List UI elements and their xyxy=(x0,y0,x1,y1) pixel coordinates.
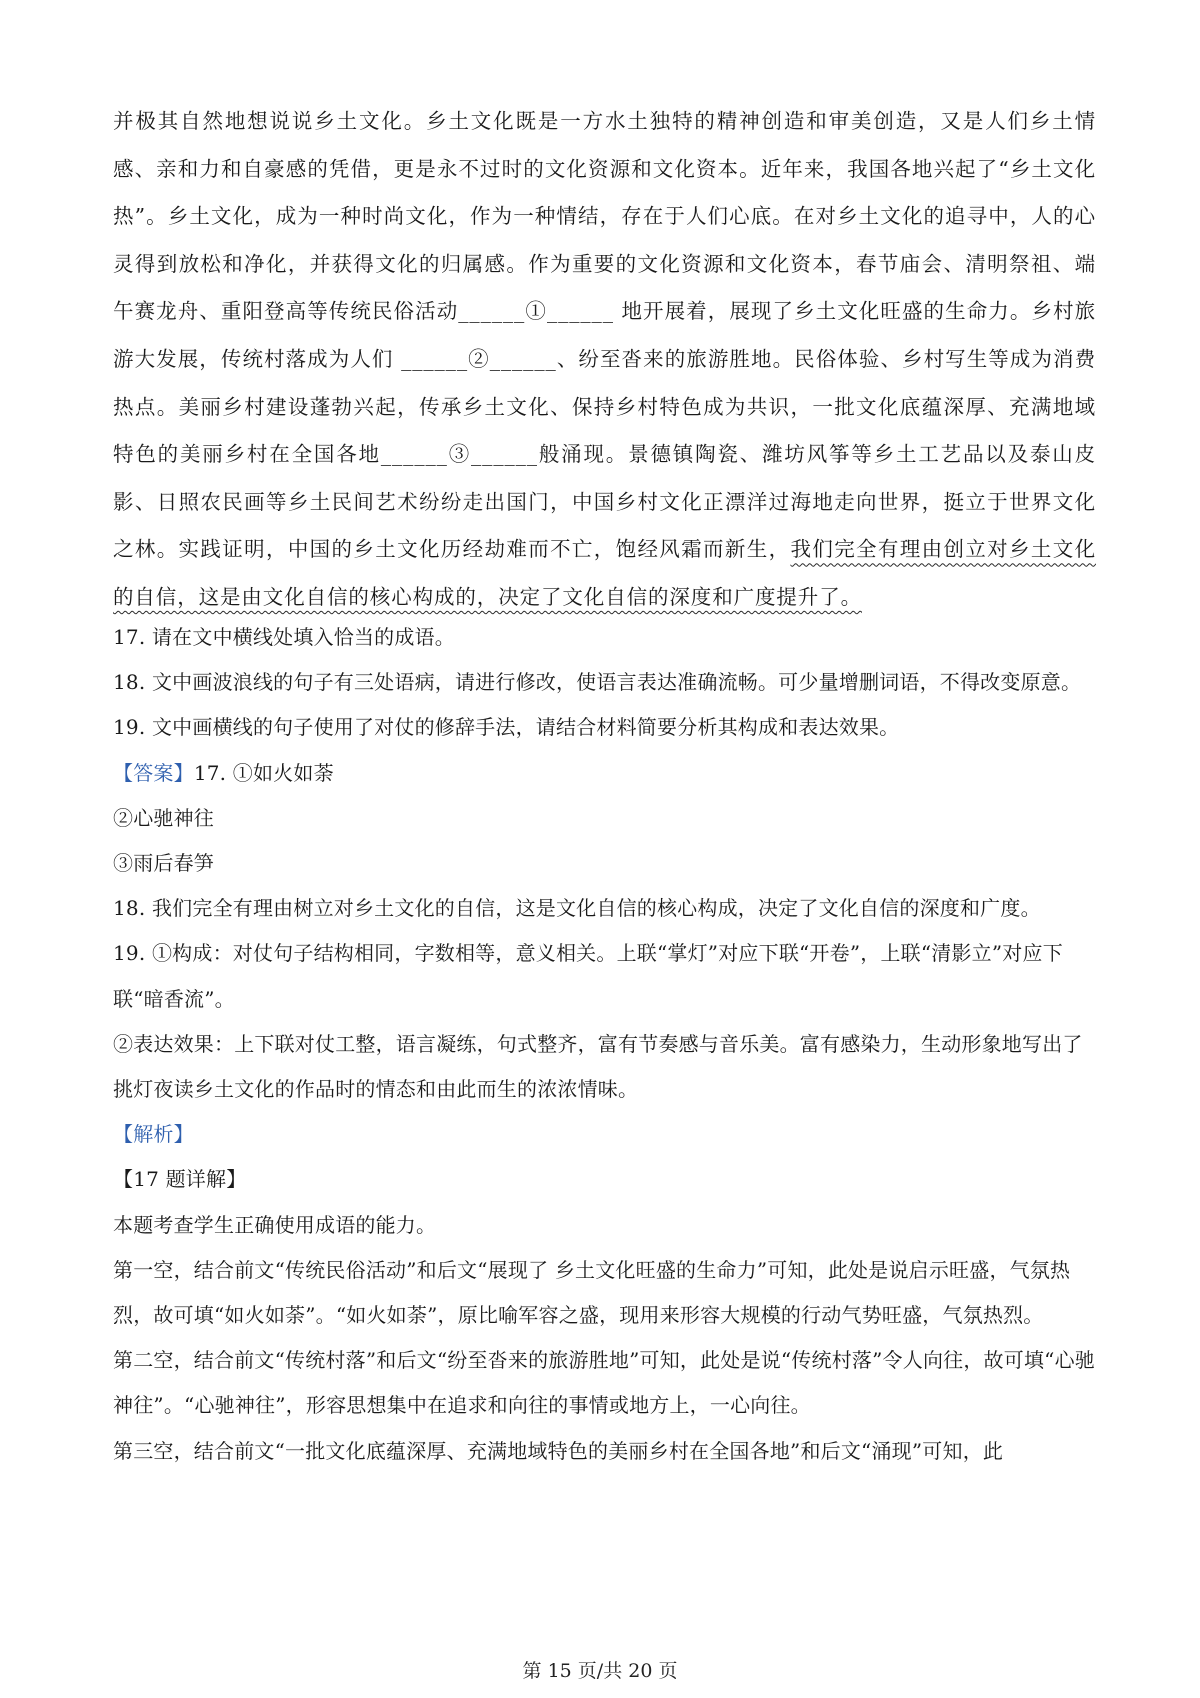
blank-3: ______③______ xyxy=(380,442,538,467)
passage-text-1: 并极其自然地想说说乡土文化。乡土文化既是一方水土独特的精神创造和审美创造，又是人们乡土情感、亲和力和自豪感的凭借，更是永不过时的文化资源和文化资本。近年来，我国各地兴起了“乡土文化热”。乡土文化，成为一种时尚文化，作为一种情结，存在于人们心底。在对乡土文化的追寻中，人的心灵得到放松和净化，并获得文化的归属感。作为重要的文化资源和文化资本，春节庙会、清明祭祖、端午赛龙舟、重阳登高等传统民俗活动 xyxy=(113,109,1096,324)
question-18: 18. 文中画波浪线的句子有三处语病，请进行修改，使语言表达准确流畅。可少量增删词语，不得改变原意。 xyxy=(113,670,1082,695)
question-17: 17. 请在文中横线处填入恰当的成语。 xyxy=(113,625,455,649)
page-footer: 第 15 页/共 20 页 xyxy=(522,1660,678,1682)
answer-17-blank-1: 17. ①如火如荼 xyxy=(193,760,334,785)
analysis-blank-1: 第一空，结合前文“传统民俗活动”和后文“展现了 乡土文化旺盛的生命力”可知，此处是说启示旺盛，气氛热烈，故可填“如火如荼”。“如火如荼”，原比喻军容之盛，现用来形容大规模的行动气势旺盛，气氛热烈。 xyxy=(113,1257,1071,1328)
wavy-underlined-sentence: 我们完全有理由创立对乡土文化的自信，这是由文化自信的核心构成的，决定了文化自信的深度和广度提升了。 xyxy=(113,537,1096,609)
question-19: 19. 文中画横线的句子使用了对仗的修辞手法，请结合材料简要分析其构成和表达效果。 xyxy=(113,715,900,740)
answer-tag: 【答案】 xyxy=(113,760,194,785)
blank-1: ______①______ xyxy=(458,299,614,324)
blank-2: ______②______ xyxy=(401,346,557,371)
analysis-blank-2: 第二空，结合前文“传统村落”和后文“纷至沓来的旅游胜地”可知，此处是说“传统村落”令人向往，故可填“心驰神往”。“心驰神往”，形容思想集中在追求和向往的事情或地方上，一心向往。 xyxy=(113,1348,1095,1418)
answer-17-blank-3: ③雨后春笋 xyxy=(113,851,214,876)
analysis-blank-3: 第三空，结合前文“一批文化底蕴深厚、充满地域特色的美丽乡村在全国各地”和后文“涌现”可知，此 xyxy=(113,1438,1004,1463)
answer-19-effect: ②表达效果：上下联对仗工整，语言凝练，句式整齐，富有节奏感与音乐美。富有感染力，生动形象地写出了挑灯夜读乡土文化的作品时的情态和由此而生的浓浓情味。 xyxy=(113,1031,1083,1102)
answer-17-line-1 xyxy=(113,751,1096,796)
passage xyxy=(113,98,1096,622)
analysis-heading: 【17 题详解】 xyxy=(113,1167,247,1192)
questions-and-answers xyxy=(113,615,1096,1474)
answer-18: 18. 我们完全有理由树立对乡土文化的自信，这是文化自信的核心构成，决定了文化自信的深度和广度。 xyxy=(113,896,1041,921)
passage-text-4: 般涌现。景德镇陶瓷、潍坊风筝等乡土工艺品以及泰山皮影、日照农民画等乡土民间艺术纷纷走出国门，中国乡村文化正漂洋过海地走向世界，挺立于世界文化之林。实践证明，中国的乡土文化历经劫难而不亡，饱经风霜而新生， xyxy=(113,442,1096,562)
answer-19-structure: 19. ①构成：对仗句子结构相同，字数相等，意义相关。上联“掌灯”对应下联“开卷”，上联“清影立”对应下联“暗香流”。 xyxy=(113,941,1063,1011)
passage-text-3: 、纷至沓来的旅游胜地。民俗体验、乡村写生等成为消费热点。美丽乡村建设蓬勃兴起，传承乡土文化、保持乡村特色成为共识，一批文化底蕴深厚、充满地域特色的美丽乡村在全国各地 xyxy=(113,346,1097,467)
analysis-tag: 【解析】 xyxy=(113,1122,194,1147)
answer-17-blank-2: ②心驰神往 xyxy=(113,805,214,830)
analysis-intro: 本题考查学生正确使用成语的能力。 xyxy=(113,1212,437,1237)
passage-text-2: 地开展着，展现了乡土文化旺盛的生命力。乡村旅游大发展，传统村落成为人们 xyxy=(113,299,1097,371)
